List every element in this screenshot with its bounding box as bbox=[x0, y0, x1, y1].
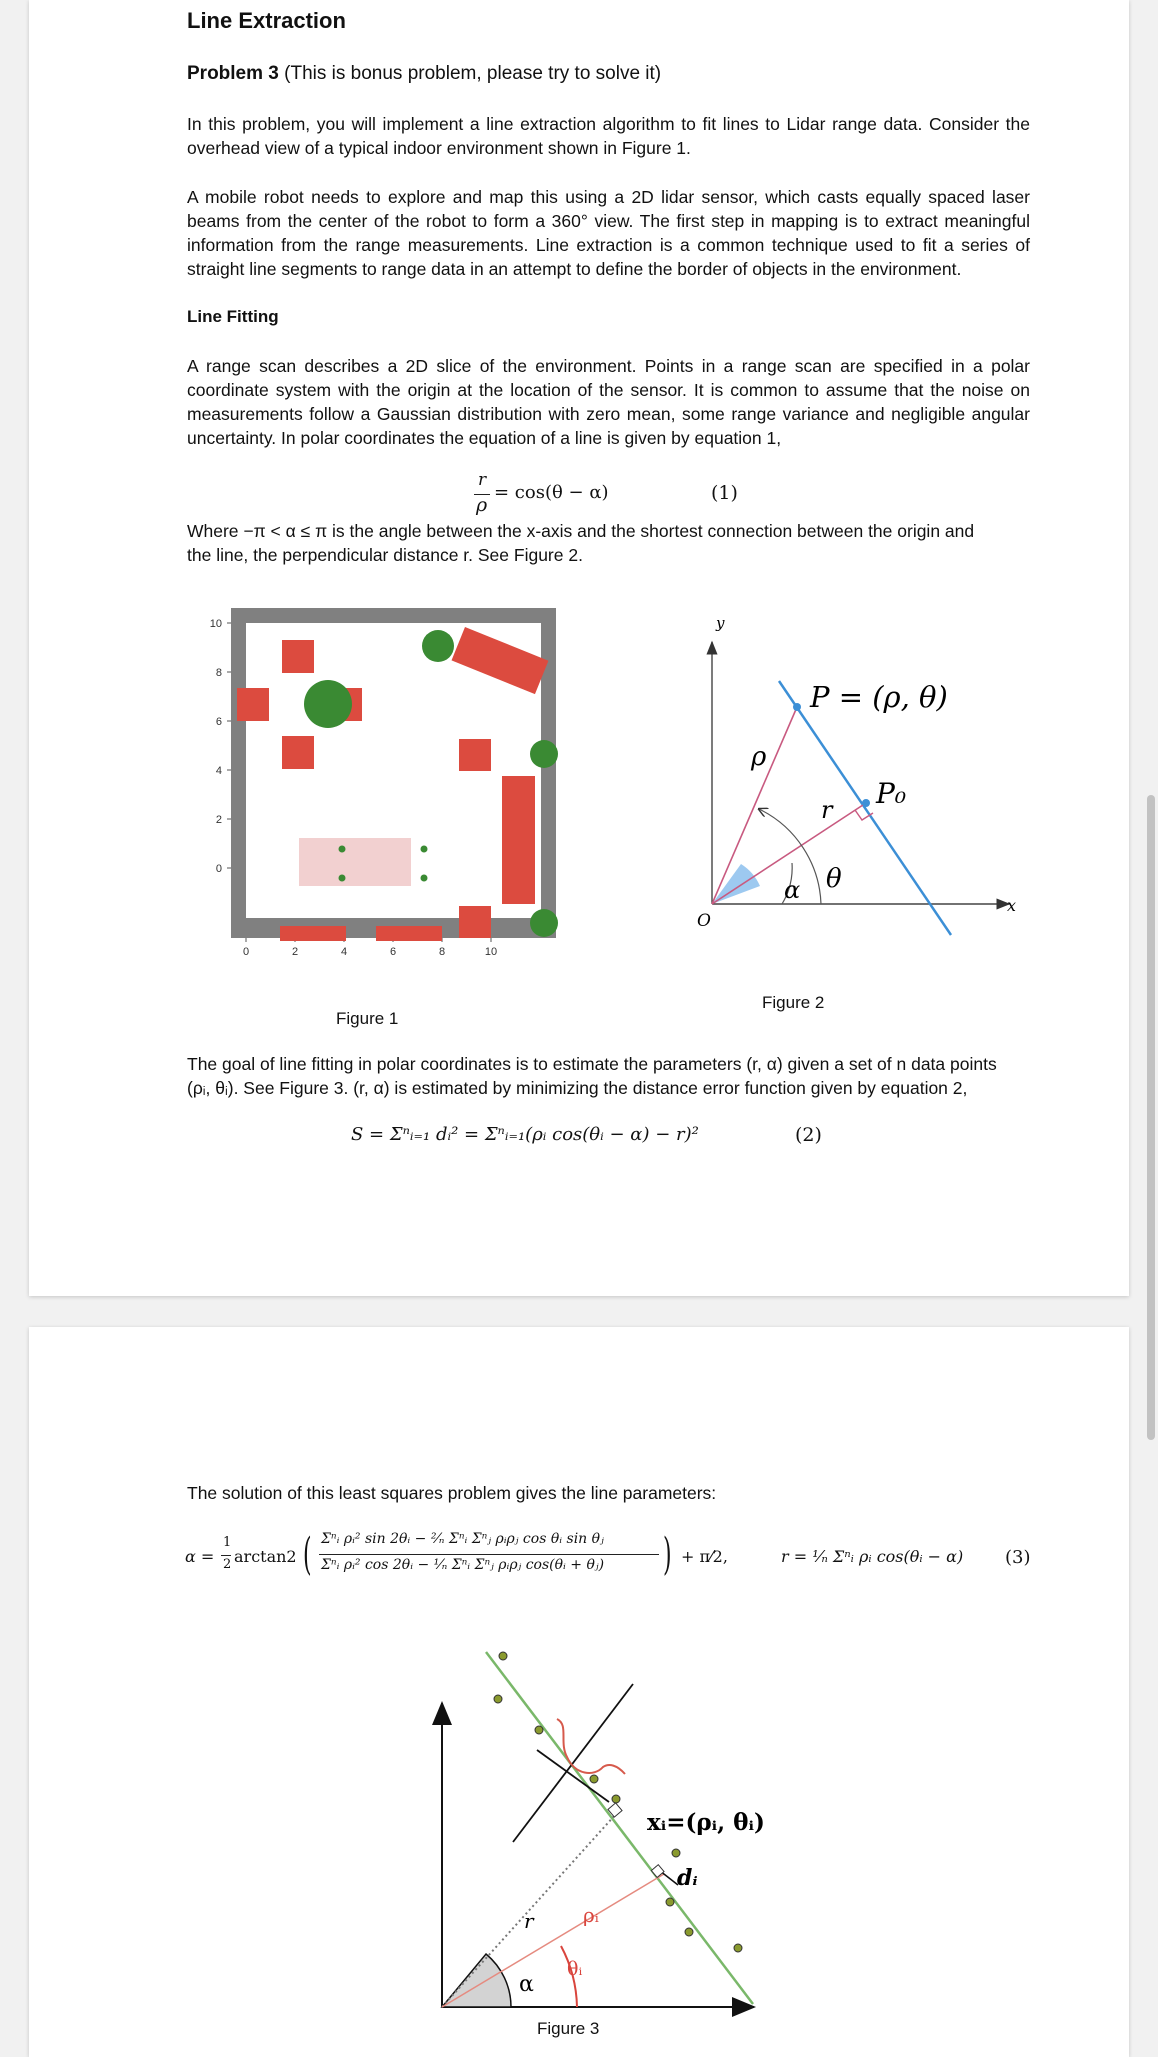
fig2-theta-label: θ bbox=[826, 864, 842, 894]
paragraph-alpha-def-line1: Where −π < α ≤ π is the angle between the x-axis and the shortest connection between the origin and bbox=[187, 521, 975, 541]
fig2-fitted-line bbox=[779, 681, 951, 935]
paragraph-solution: The solution of this least squares problem gives the line parameters: bbox=[187, 1483, 717, 1503]
fig2-point-p bbox=[793, 703, 801, 711]
paragraph-robot: A mobile robot needs to explore and map this using a 2D lidar sensor, which casts equally spaced laser beams from the center of the robot to form a 360° view. The first step in mapping is to extract meaningful information from the range measurements. Line extraction is a common technique used to fit a series of straight line segments to range data in an attempt to define the border of objects in the environment. bbox=[187, 187, 1030, 279]
eq3-right-paren: ) bbox=[663, 1529, 672, 1580]
fig3-data-point bbox=[535, 1726, 543, 1734]
map-obstacle-bottom bbox=[376, 926, 442, 941]
problem-note: (This is bonus problem, please try to solve it) bbox=[278, 63, 662, 84]
fig1-y-tick-label: 0 bbox=[215, 863, 222, 875]
page-title: Line Extraction bbox=[187, 8, 346, 33]
figure-3-caption: Figure 3 bbox=[537, 2019, 600, 2038]
eq3-plus-pi: + π⁄2, bbox=[681, 1547, 728, 1566]
fig2-point-p0 bbox=[862, 799, 870, 807]
fig2-y-label: y bbox=[716, 614, 725, 632]
eq1-rhs: = cos(θ − α) bbox=[494, 482, 609, 503]
eq3-number: (3) bbox=[1005, 1547, 1031, 1568]
fig3-data-point bbox=[494, 1695, 502, 1703]
fig2-alpha-label: α bbox=[784, 876, 801, 904]
fig1-x-tick-label: 0 bbox=[242, 946, 250, 958]
fig2-right-angle bbox=[855, 810, 873, 820]
figure-1-caption: Figure 1 bbox=[336, 1009, 399, 1028]
problem-heading bbox=[187, 63, 661, 85]
eq1-numerator: r bbox=[478, 470, 487, 490]
paragraph-range-scan: A range scan describes a 2D slice of the environment. Points in a range scan are specified in a polar coordinate system with the origin at the location of the sensor. It is common to assume that the noise on measurements follow a Gaussian distribution with zero mean, some range variance and negligible angular uncertainty. In polar coordinates the equation of a line is given by equation 1, bbox=[187, 356, 1030, 448]
map-round-obstacle bbox=[530, 740, 558, 768]
fig1-x-tick-label: 8 bbox=[438, 946, 446, 958]
eq3-denominator: Σⁿᵢ ρᵢ² cos 2θᵢ − ¹⁄ₙ Σⁿᵢ Σⁿⱼ ρᵢρⱼ cos(θᵢ + θⱼ) bbox=[321, 1557, 605, 1573]
eq3-half-bar bbox=[221, 1555, 231, 1556]
document-page-2 bbox=[29, 1327, 1129, 2057]
eq2-number: (2) bbox=[795, 1124, 822, 1146]
fig3-theta-label: θᵢ bbox=[567, 1958, 583, 1980]
document-page-1 bbox=[29, 0, 1129, 1296]
paragraph-alpha-def bbox=[187, 519, 1030, 567]
map-landmark bbox=[339, 875, 346, 882]
map-obstacle-bottom bbox=[280, 926, 346, 941]
map-pink-area bbox=[299, 838, 411, 886]
fig3-gaussian-curve bbox=[557, 1719, 625, 1774]
fig3-data-point bbox=[499, 1652, 507, 1660]
eq3-r-expression: r = ¹⁄ₙ Σⁿᵢ ρᵢ cos(θᵢ − α) bbox=[781, 1547, 964, 1566]
fig2-point-label: P = (ρ, θ) bbox=[810, 680, 948, 714]
fig3-data-point bbox=[666, 1898, 674, 1906]
fig2-origin-label: O bbox=[697, 911, 711, 931]
fig2-r-label: r bbox=[821, 796, 833, 824]
map-obstacle bbox=[459, 906, 491, 938]
eq3-numerator: Σⁿᵢ ρᵢ² sin 2θᵢ − ²⁄ₙ Σⁿᵢ Σⁿⱼ ρᵢρⱼ cos θᵢ sin θⱼ bbox=[321, 1531, 604, 1547]
paragraph-goal-line2: (ρᵢ, θᵢ). See Figure 3. (r, α) is estimated by minimizing the distance error function given by equation 2, bbox=[187, 1078, 968, 1098]
fig3-rho-label: ρᵢ bbox=[583, 1903, 599, 1927]
fig1-x-tick-label: 10 bbox=[484, 946, 498, 958]
eq3-alpha-lhs: α = bbox=[185, 1547, 215, 1566]
fig1-x-tick-label: 2 bbox=[291, 946, 299, 958]
figure-1-environment-map bbox=[176, 603, 606, 983]
fig2-rho-label: ρ bbox=[751, 742, 767, 772]
fig3-normal-line bbox=[537, 1750, 609, 1802]
equation-1 bbox=[470, 470, 610, 520]
map-round-obstacle bbox=[530, 909, 558, 937]
map-obstacle-long bbox=[502, 776, 535, 904]
eq3-half-num: 1 bbox=[223, 1535, 232, 1550]
paragraph-goal bbox=[187, 1052, 1030, 1100]
map-landmark bbox=[421, 846, 428, 853]
map-obstacle bbox=[459, 739, 491, 771]
equation-2: S = Σⁿᵢ₌₁ dᵢ² = Σⁿᵢ₌₁(ρᵢ cos(θᵢ − α) − r)² bbox=[351, 1124, 699, 1145]
fig3-data-point bbox=[685, 1928, 693, 1936]
fig1-x-tick-label: 4 bbox=[340, 946, 348, 958]
fig3-alpha-wedge bbox=[442, 1954, 511, 2007]
eq3-left-paren: ( bbox=[303, 1529, 312, 1580]
fig1-y-tick-label: 4 bbox=[215, 765, 222, 777]
section-heading-line-fitting: Line Fitting bbox=[187, 307, 279, 326]
figure-2-caption: Figure 2 bbox=[762, 993, 825, 1012]
eq3-arctan: arctan2 bbox=[234, 1547, 297, 1566]
eq1-denominator: ρ bbox=[476, 494, 488, 516]
eq1-number: (1) bbox=[711, 482, 738, 504]
fig1-y-tick-label: 2 bbox=[215, 814, 222, 826]
fig3-di-label: dᵢ bbox=[677, 1865, 698, 1891]
fig2-foot-label: P₀ bbox=[876, 777, 907, 810]
fig1-y-tick-label: 6 bbox=[215, 716, 222, 728]
fig3-data-point bbox=[590, 1775, 598, 1783]
figure-3-line-fitting bbox=[389, 1617, 789, 2047]
figure-2-polar-line bbox=[649, 612, 1049, 942]
fig3-data-point bbox=[734, 1944, 742, 1952]
eq3-fraction-bar bbox=[319, 1554, 659, 1555]
fig1-y-tick-label: 8 bbox=[215, 667, 222, 679]
paragraph-intro: In this problem, you will implement a line extraction algorithm to fit lines to Lidar range data. Consider the overhead view of a typical indoor environment shown in Figure 1. bbox=[187, 114, 1030, 158]
eq3-half-den: 2 bbox=[223, 1557, 232, 1572]
scrollbar-thumb[interactable] bbox=[1147, 795, 1155, 1440]
fig2-alpha-wedge bbox=[712, 864, 760, 904]
map-landmark bbox=[421, 875, 428, 882]
fig3-xi-label: xᵢ=(ρᵢ, θᵢ) bbox=[647, 1809, 765, 1836]
fig3-alpha-label: α bbox=[519, 1972, 534, 1997]
fig3-data-point bbox=[672, 1849, 680, 1857]
fig3-data-point bbox=[612, 1795, 620, 1803]
fig1-y-tick-label: 10 bbox=[209, 618, 222, 630]
map-obstacle bbox=[237, 688, 269, 721]
fig3-gaussian-axis bbox=[513, 1684, 633, 1842]
equation-3 bbox=[185, 1527, 1045, 1587]
problem-label: Problem 3 bbox=[187, 63, 279, 84]
fig3-r-label: r bbox=[524, 1909, 534, 1933]
paragraph-alpha-def-line2: the line, the perpendicular distance r. See Figure 2. bbox=[187, 545, 583, 565]
map-obstacle bbox=[282, 640, 314, 673]
map-obstacle bbox=[282, 736, 314, 769]
fig2-x-label: x bbox=[1007, 896, 1017, 915]
fig3-rho-ray bbox=[442, 1874, 664, 2007]
map-landmark bbox=[339, 846, 346, 853]
map-round-obstacle bbox=[422, 630, 454, 662]
paragraph-goal-line1: The goal of line fitting in polar coordinates is to estimate the parameters (r, α) given a set of n data points bbox=[187, 1054, 997, 1074]
fig2-rho-ray bbox=[712, 707, 797, 904]
fig1-x-tick-label: 6 bbox=[389, 946, 397, 958]
map-round-obstacle bbox=[304, 680, 352, 728]
